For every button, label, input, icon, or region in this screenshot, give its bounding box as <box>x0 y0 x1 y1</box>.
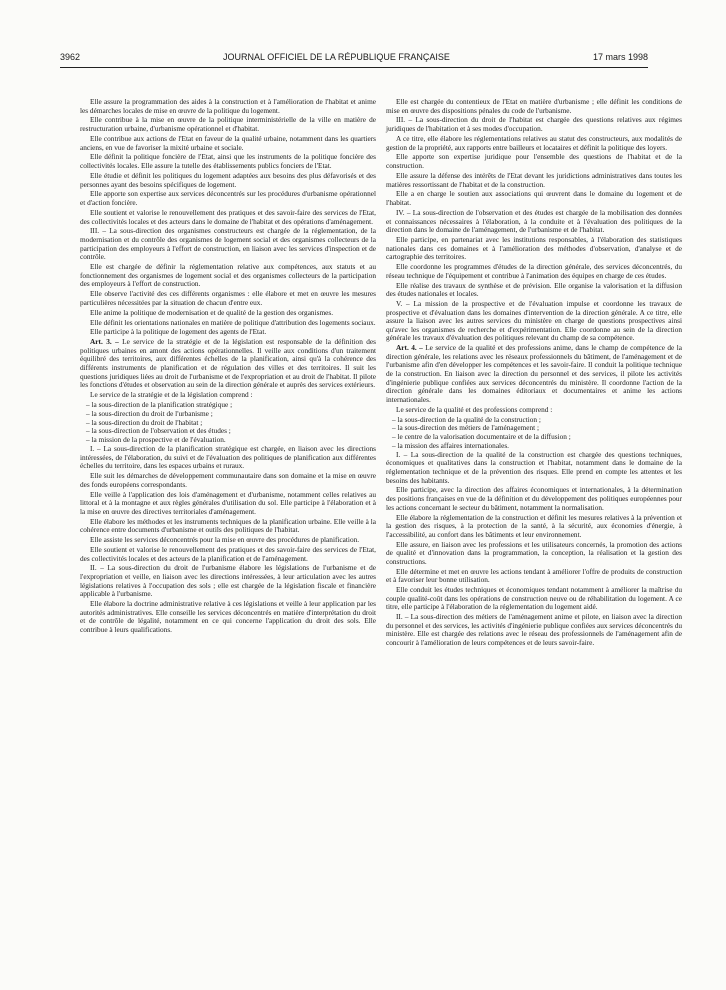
paragraph <box>80 564 376 598</box>
paragraph-text: Elle définit les orientations nationales en matière de politique d'attribution des logements sociaux. <box>90 317 376 327</box>
paragraph <box>386 172 682 189</box>
page-number: 3962 <box>60 52 81 62</box>
paragraph-text: Elle a en charge le soutien aux associations qui œuvrent dans le domaine du logement et de l'habitat. <box>386 189 682 208</box>
paragraph-text: II. – La sous-direction des métiers de l'aménagement anime et pilote, en liaison avec la direction du personnel et des services, les activités d'ingénierie publique confiées aux services déconcentrés du ministère. Elle est chargée des relations avec le réseau des professionnels de l'aménagement afin de concourir à l'amélioration de leurs compétences et de leurs savoir-faire. <box>386 612 682 648</box>
paragraph <box>80 116 376 133</box>
paragraph <box>386 613 682 647</box>
paragraph-text: – la sous-direction du droit de l'urbanisme ; <box>86 408 213 418</box>
paragraph-text: Le service de la qualité et des professions comprend : <box>396 404 553 414</box>
paragraph-text: Elle élabore les méthodes et les instruments techniques de la planification urbaine. Elle veille à la cohérence entre documents d'urbanisme et outils des politiques de l'habitat. <box>80 516 376 535</box>
paragraph-text: – le centre de la valorisation documentaire et de la diffusion ; <box>392 432 571 442</box>
paragraph-text: I. – La sous-direction de la planification stratégique est chargée, en liaison avec les directions intéressées, de l'élaboration, du suivi et de l'évaluation des politiques de planification aux différentes échelles du territoire, dans les espaces urbains et ruraux. <box>80 443 376 471</box>
paragraph <box>386 135 682 152</box>
paragraph <box>80 309 376 318</box>
header-rule <box>60 67 648 68</box>
paragraph-text: Elle suit les démarches de développement communautaire dans son domaine et la mise en œuvre des fonds européens correspondants. <box>80 471 376 489</box>
paragraph-text: Elle contribue aux actions de l'Etat en faveur de la qualité urbaine, notamment dans les quartiers anciens, en vue de favoriser la mixité urbaine et sociale. <box>80 133 376 152</box>
paragraph <box>386 344 682 404</box>
paragraph-text: Elle soutient et valorise le renouvellement des pratiques et des savoir-faire des services de l'Etat, des collectivités locales et des acteurs de la planification et de l'aménagement. <box>80 544 376 563</box>
paragraph-text: Elle définit la politique foncière de l'Etat, ainsi que les instruments de la politique foncière des collectivités locales. Elle assure la tutelle des établissements publics fonciers de l'Etat. <box>80 152 376 171</box>
paragraph <box>80 263 376 289</box>
article-heading: Art. 3. – <box>90 337 119 347</box>
paragraph <box>80 600 376 634</box>
paragraph <box>386 153 682 170</box>
paragraph-text: Elle coordonne les programmes d'études de la direction générale, des services déconcentrés, du réseau technique de l'équipement et contribue à l'animation des équipes en charge de ces études. <box>386 262 682 280</box>
paragraph-text: Elle participe, en partenariat avec les institutions responsables, à l'élaboration des statistiques nationales dans ces domaines et à l'amélioration des méthodes d'observation, d'analyse et de cartographie des territoires. <box>386 234 682 262</box>
paragraph-text: Elle élabore la réglementation de la construction et définit les mesures relatives à la prévention et la gestion des risques, à la protection de la santé, à la sécurité, aux économies d'énergie, à l'accessibilité, au confort dans les bâtiments et leur environnement. <box>386 512 682 539</box>
paragraph-text: – la mission des affaires internationales. <box>392 440 509 450</box>
paragraph <box>80 172 376 189</box>
paragraph <box>386 190 682 207</box>
paragraph-text: – la sous-direction de la planification stratégique ; <box>86 400 233 410</box>
journal-title: JOURNAL OFFICIEL DE LA RÉPUBLIQUE FRANÇAISE <box>223 52 450 62</box>
paragraph-text: Elle soutient et valorise le renouvellement des pratiques et des savoir-faire des services de l'Etat, des collectivités locales et des acteurs dans le domaine de l'habitat et des opérations d'aménagement. <box>80 207 376 226</box>
paragraph-text: Elle élabore la doctrine administrative relative à ces législations et veille à leur application par les autorités administratives. Elle conseille les services déconcentrés en matière d'interprétation du droit et de contrôle de légalité, notamment en ce qui concerne l'application du droit des sols. Elle contribue à leurs qualifications. <box>80 599 376 634</box>
paragraph <box>386 116 682 133</box>
paragraph-text: Elle assure, en liaison avec les professions et les utilisateurs concernés, la promotion des actions de qualité et d'innovation dans la programmation, la conception, la réalisation et la gestion des constructions. <box>386 539 682 566</box>
paragraph-text: I. – La sous-direction de la qualité de la construction est chargée des questions techniques, économiques et qualitatives dans la construction et l'habitat, notamment dans le domaine de la réglementation technique et de la prévention des risques. Elle prend en compte les attentes et les besoins des habitants. <box>386 449 682 485</box>
paragraph-text: Elle est chargée de définir la réglementation relative aux compétences, aux statuts et au fonctionnement des organismes de logement social et des organismes collecteurs de la participation des employeurs à l'effort de construction. <box>80 262 376 289</box>
paragraph-text: Elle étudie et définit les politiques du logement adaptées aux besoins des plus défavorisés et des personnes ayant des besoins spécifiques de logement. <box>80 170 376 189</box>
page-header <box>60 52 648 66</box>
paragraph-text: Le service de la qualité et des professions anime, dans le champ de compétence de la direction générale, les relations avec les réseaux professionnels du bâtiment, de l'aménagement et de l'urbanisme afin d'en développer les compétences et les savoir-faire. Il conduit la politique technique de la construction. En liaison avec la direction du personnel et des services, il pilote les activités d'ingénierie publique confiées aux services déconcentrés du ministère. Il coordonne l'action de la direction générale dans les domaines éditoriaux et documentaires et anime les actions internationales. <box>386 343 682 404</box>
paragraph <box>80 319 376 328</box>
paragraph-text: V. – La mission de la prospective et de l'évaluation impulse et coordonne les travaux de prospective et d'évaluation dans les domaines d'intervention de la direction générale. A ce titre, elle assure la liaison avec les autres services du ministère en charge de questions prospectives ainsi qu'avec les organismes de recherche et d'expérimentation. Elle coordonne au sein de la direction générale les travaux d'évaluation des politiques relevant du champ de sa compétence. <box>386 299 682 343</box>
paragraph-text: III. – La sous-direction du droit de l'habitat est chargée des questions relatives aux régimes juridiques de l'habitation et à ses modes d'occupation. <box>386 115 682 134</box>
paragraph-text: II. – La sous-direction du droit de l'urbanisme élabore les législations de l'urbanisme et de l'expropriation et veille, en liaison avec les directions intéressées, à leur articulation avec les autres législations relatives à l'occupation des sols ; elle est chargée de la législation fiscale et financière applicable à l'urbanisme. <box>80 563 376 599</box>
paragraph <box>386 586 682 612</box>
paragraph <box>80 536 376 545</box>
publication-date: 17 mars 1998 <box>592 52 648 62</box>
paragraph <box>386 236 682 262</box>
paragraph <box>80 491 376 517</box>
paragraph-text: Elle participe à la politique de logement des agents de l'Etat. <box>90 327 267 337</box>
paragraph-text: Elle conduit les études techniques et économiques tendant notamment à améliorer la maîtrise du couple qualité-coût dans les opérations de construction neuve ou de réhabilitation du logement. A ce titre, elle participe à l'élaboration de la réglementation du logement aidé. <box>386 585 682 612</box>
paragraph <box>386 568 682 585</box>
paragraph-text: Le service de la stratégie et de la législation comprend : <box>90 390 253 400</box>
article-heading: Art. 4. – <box>396 343 423 353</box>
paragraph-text: III. – La sous-direction des organismes constructeurs est chargée de la réglementation, de la modernisation et du contrôle des organismes de logement social et des organismes collecteurs de la participation des employeurs à l'effort de construction, en liaison avec les services d'inspection et de contrôle. <box>80 226 376 262</box>
paragraph <box>386 282 682 299</box>
paragraph-text: – la sous-direction de l'observation et des études ; <box>86 426 231 436</box>
paragraph-text: Elle assure la programmation des aides à la construction et à l'amélioration de l'habitat et anime les démarches locales de mise en œuvre de la politique du logement. <box>80 97 376 115</box>
paragraph <box>80 472 376 489</box>
paragraph <box>80 227 376 261</box>
paragraph <box>386 98 682 115</box>
paragraph-text: IV. – La sous-direction de l'observation et des études est chargée de la mobilisation des données et connaissances nécessaires à l'élaboration, à la conduite et à l'évaluation des politiques de la direction dans le domaine de l'aménagement, de l'urbanisme et de l'habitat. <box>386 207 682 235</box>
paragraph <box>80 135 376 152</box>
paragraph <box>386 451 682 485</box>
paragraph-text: Elle assiste les services déconcentrés pour la mise en œuvre des procédures de planification. <box>90 535 360 545</box>
paragraph-text: Elle anime la politique de modernisation et de qualité de la gestion des organismes. <box>90 307 334 317</box>
paragraph <box>80 153 376 170</box>
paragraph-text: Elle veille à l'application des lois d'aménagement et d'urbanisme, notamment celles relatives au littoral et à la montagne et aux règles générales d'utilisation du sol. Elle participe à l'élaboration et à la mise en œuvre des directives territoriales d'aménagement. <box>80 489 376 516</box>
paragraph <box>80 445 376 471</box>
left-column <box>80 98 376 636</box>
paragraph <box>386 514 682 540</box>
paragraph-text: Elle assure la défense des intérêts de l'Etat devant les juridictions administratives dans toutes les matières ressortissant de l'habitat et de la construction. <box>386 170 682 189</box>
paragraph-text: – la sous-direction de la qualité de la construction ; <box>392 414 541 424</box>
paragraph <box>80 338 376 390</box>
paragraph <box>80 328 376 337</box>
paragraph <box>386 300 682 343</box>
paragraph <box>80 518 376 535</box>
paragraph-text: A ce titre, elle élabore les réglementations relatives au statut des constructeurs, aux modalités de gestion de la propriété, aux rapports entre bailleurs et locataires et définit la politique des loyers. <box>386 133 682 152</box>
right-column <box>386 98 682 649</box>
paragraph <box>386 406 682 415</box>
paragraph <box>386 209 682 235</box>
paragraph-text: Le service de la stratégie et de la législation est responsable de la définition des politiques urbaines en amont des actions opérationnelles. Il veille aux conditions d'un traitement équilibré des territoires, aux différentes échelles de la planification, ainsi qu'à la cohérence des différents instruments de planification et de régulation des villes et des territoires. Il suit les questions juridiques liées au droit de l'urbanisme et de l'expropriation et au droit de l'habitat. Il pilote les fonctions d'études et observation au sein de la direction générale et auprès des services extérieurs. <box>80 337 376 390</box>
paragraph-text: Elle contribue à la mise en œuvre de la politique interministérielle de la ville en matière de restructuration urbaine, d'urbanisme opérationnel et d'habitat. <box>80 115 376 134</box>
paragraph-text: – la sous-direction des métiers de l'aménagement ; <box>392 423 540 433</box>
paragraph <box>80 209 376 226</box>
paragraph-text: Elle apporte son expertise juridique pour l'ensemble des questions de l'habitat et de la construction. <box>386 152 682 171</box>
paragraph-text: – la mission de la prospective et de l'évaluation. <box>86 435 226 445</box>
paragraph-text: Elle est chargée du contentieux de l'Etat en matière d'urbanisme ; elle définit les conditions de mise en œuvre des dispositions pénales du code de l'urbanisme. <box>386 97 682 115</box>
paragraph-text: – la sous-direction du droit de l'habitat ; <box>86 417 203 427</box>
paragraph <box>386 263 682 280</box>
paragraph <box>386 541 682 567</box>
paragraph-text: Elle participe, avec la direction des affaires économiques et internationales, à la détermination des positions françaises en vue de la définition et du développement des politiques européennes pour les actions concernant le secteur du bâtiment, notamment la normalisation. <box>386 485 682 512</box>
paragraph-text: Elle apporte son expertise aux services déconcentrés sur les procédures d'urbanisme opérationnel et d'action foncière. <box>80 189 376 208</box>
paragraph <box>80 190 376 207</box>
paragraph-text: Elle observe l'activité des ces différents organismes : elle élabore et met en œuvre les mesures particulières nécessitées par la situation de chacun d'entre eux. <box>80 289 376 307</box>
paragraph-text: Elle réalise des travaux de synthèse et de prévision. Elle organise la valorisation et la diffusion des études nationales et locales. <box>386 280 682 299</box>
paragraph <box>80 98 376 115</box>
paragraph <box>80 546 376 563</box>
paragraph-text: Elle détermine et met en œuvre les actions tendant à améliorer l'offre de produits de construction et à favoriser leur bonne utilisation. <box>386 566 682 585</box>
paragraph <box>80 391 376 400</box>
paragraph <box>386 486 682 512</box>
paragraph <box>80 290 376 307</box>
